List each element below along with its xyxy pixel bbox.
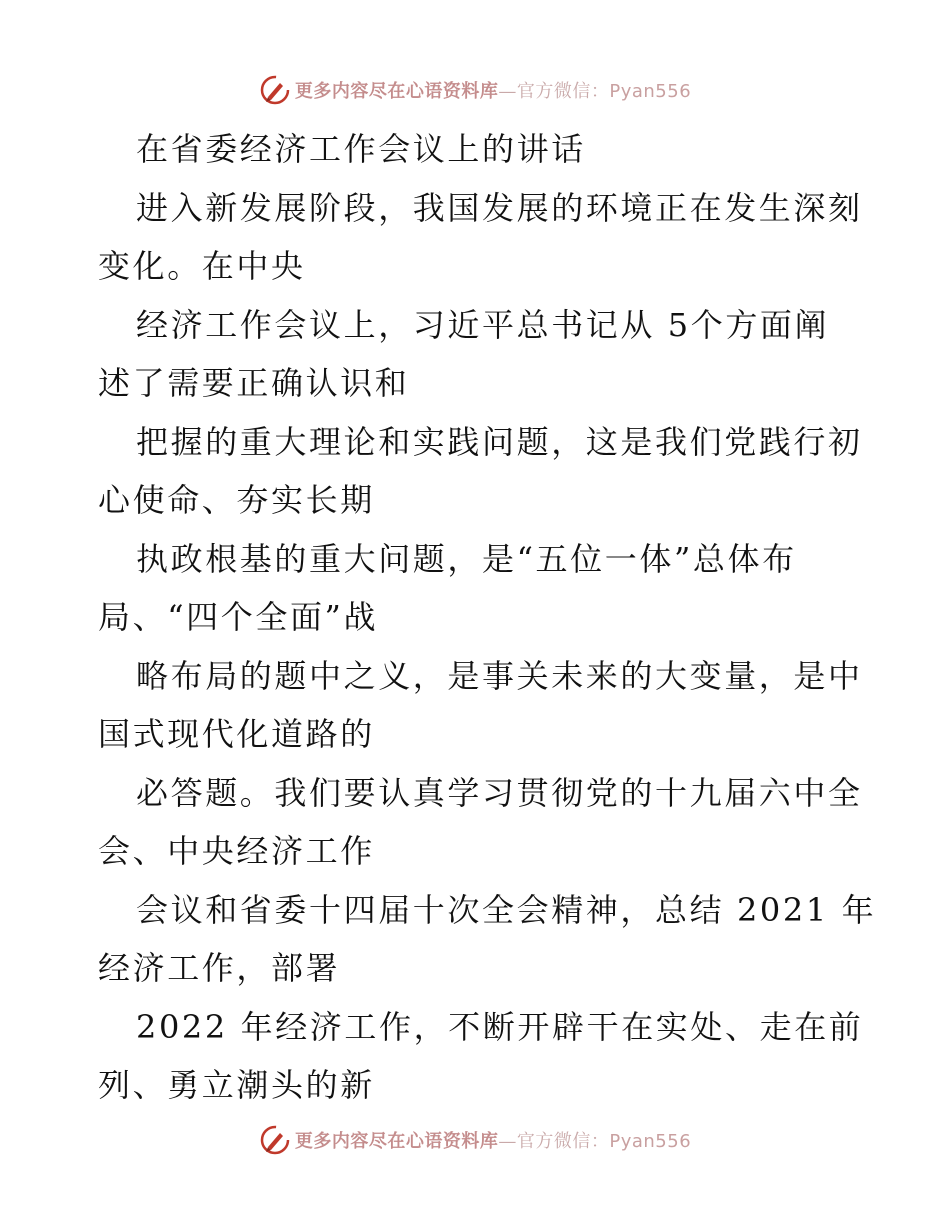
watermark-id: Pyan556 [609,1131,692,1152]
header-watermark [0,70,950,110]
text-line: 述了需要正确认识和 [98,364,410,402]
text-line: 进入新发展阶段，我国发展的环境正在发生深刻 [136,188,863,227]
pen-logo-icon [259,74,291,106]
pen-logo-icon [259,1124,291,1156]
document-body [98,120,877,1115]
text-line: 会议和省委十四届十次全会精神，总结 2021 年 [136,890,877,929]
text-line: 经济工作，部署 [98,949,341,987]
text-line: 会、中央经济工作 [98,832,375,870]
text-line: 2022 年经济工作，不断开辟干在实处、走在前 [136,1007,864,1046]
watermark-middle: 官方微信： [516,1131,610,1152]
watermark-text [295,1127,691,1153]
text-line: 必答题。我们要认真学习贯彻党的十九届六中全 [136,773,863,812]
watermark-text [295,77,691,103]
watermark-middle: 官方微信： [516,81,610,102]
text-line: 在省委经济工作会议上的讲话 [136,130,586,168]
text-line: 列、勇立潮头的新 [98,1066,375,1104]
watermark-dash: — [498,81,517,102]
watermark-dash: — [498,1131,517,1152]
text-line: 执政根基的重大问题，是“五位一体”总体布 [136,539,797,578]
text-line: 把握的重大理论和实践问题，这是我们党践行初 [136,422,863,461]
watermark-lead: 更多内容尽在心语资料库 [294,81,499,102]
text-line: 略布局的题中之义，是事关未来的大变量，是中 [136,656,863,695]
watermark-lead: 更多内容尽在心语资料库 [294,1131,499,1152]
text-line: 变化。在中央 [98,247,306,285]
text-line: 国式现代化道路的 [98,715,375,753]
watermark-id: Pyan556 [609,81,692,102]
text-line: 局、“四个全面”战 [98,598,379,636]
footer-watermark [0,1120,950,1160]
text-line: 经济工作会议上，习近平总书记从 5个方面阐 [136,305,830,344]
text-line: 心使命、夯实长期 [98,481,375,519]
